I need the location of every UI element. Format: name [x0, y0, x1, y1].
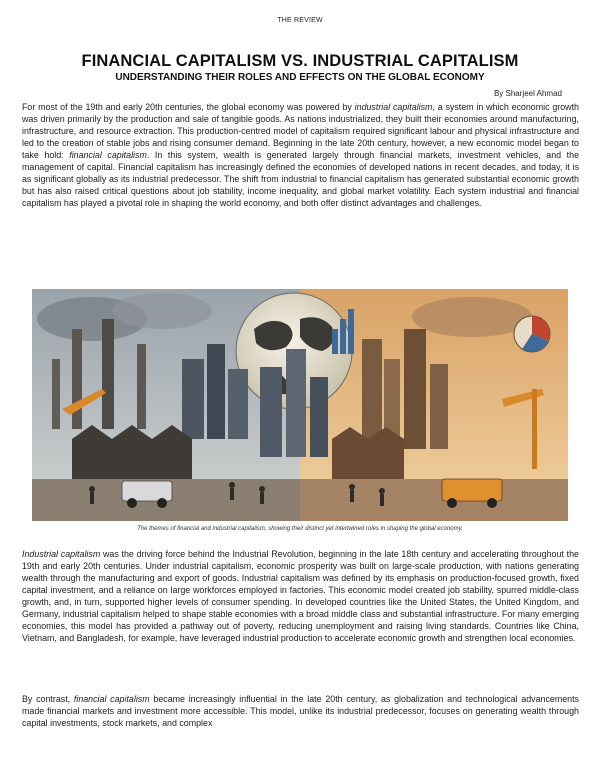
- p2-emphasis-industrial: Industrial capitalism: [22, 549, 101, 559]
- article-title: FINANCIAL CAPITALISM VS. INDUSTRIAL CAPITALISM: [81, 52, 519, 70]
- article-subtitle: UNDERSTANDING THEIR ROLES AND EFFECTS ON THE GLOBAL ECONOMY: [115, 72, 485, 83]
- p1-text-c: . In this system, wealth is generated largely through financial markets, investment vehicles, and the management of capital. Financial capitalism has increasingly defined the economies of developed nations in recent decades, and today, it is as significant globally as its industrial predecessor. The shift from industrial to financial capitalism has generated substantial economic growth but has also raised critical questions about job stability, income inequality, and global market volatility. Each system industrial and financial capitalism has played a pivotal role in shaping the world economy, and both offer distinct advantages and challenges.: [22, 150, 580, 208]
- intro-paragraph: [22, 101, 579, 209]
- p2-text: was the driving force behind the Industrial Revolution, beginning in the late 18th century and accelerating throughout the 19th and early 20th centuries. Under industrial capitalism, economic prosperity was built on large-scale production, with nations generating wealth through the manufacturing and export of goods. Industrial capitalism was defined by its emphasis on production-focused growth, fixed capital investment, and a reliance on large workforces employed in factories. This economic model created job stability, spurred middle-class growth, and, in turn, supported higher levels of consumer spending. In developed countries like the United States, the United Kingdom, and Germany, industrial capitalism helped to shape stable economies with a broad middle class and substantial infrastructure. For many emerging economies, this model has provided a pathway out of poverty, reducing unemployment and raising living standards. Countries like China, Vietnam, and Bangladesh, for example, have leveraged industrial production to accelerate economic growth and strengthen local economies.: [22, 549, 579, 643]
- figure-caption: The themes of financial and industrial capitalism, showing their distinct yet intertwined roles in shaping the global economy.: [137, 526, 463, 532]
- p1-emphasis-industrial: industrial capitalism: [354, 102, 433, 112]
- p1-emphasis-financial: financial capitalism: [69, 150, 147, 160]
- p3-text-b: became increasingly influential in the late 20th century, as globalization and technological advancements made financial markets and investment more accessible. This model, unlike its industrial predecessor, focuses on generating wealth through capital investments, stock markets, and complex: [22, 694, 579, 728]
- byline: By Sharjeel Ahmad: [493, 89, 562, 98]
- p3-emphasis-financial: financial capitalism: [73, 694, 150, 704]
- industrial-capitalism-paragraph: [22, 548, 579, 644]
- article-illustration: [32, 289, 568, 521]
- publication-header: THE REVIEW: [277, 17, 323, 24]
- p1-text-a: For most of the 19th and early 20th centuries, the global economy was powered by: [22, 102, 355, 112]
- p1-text-b: , a system in which economic growth was driven primarily by the production and sale of tangible goods. As nations industrialized, they built their economies around manufacturing, infrastructure, and resource extraction. This production-centred model of capitalism required significant labour and physical infrastructure and led to the creation of stable jobs and rising consumer demand. Beginning in the late 20th century, however, a new economic model began to take hold:: [22, 102, 579, 160]
- illustration-svg: [32, 289, 568, 521]
- financial-capitalism-paragraph: [22, 693, 579, 729]
- p3-text-a: By contrast,: [22, 694, 74, 704]
